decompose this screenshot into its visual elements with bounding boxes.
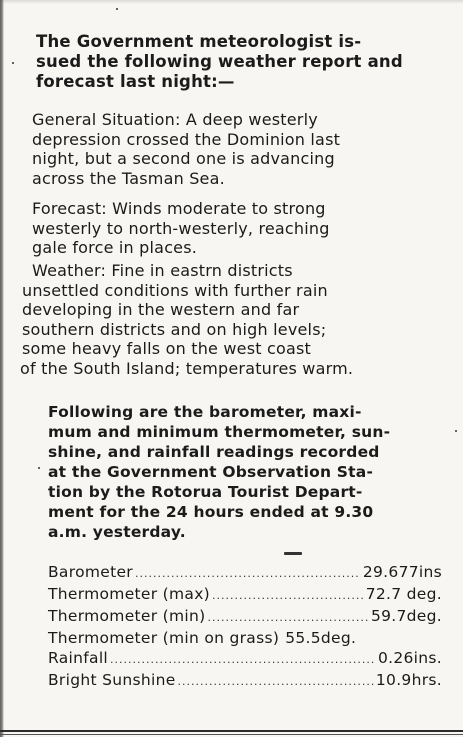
reading-row-rainfall [48,648,442,670]
headline-line: forecast last night:— [36,72,235,91]
text-line: unsettled conditions with further rain [22,280,328,300]
text-line: some heavy falls on the west coast [22,339,311,358]
paper-top-edge [0,0,463,4]
text-line: of the South Island; temperatures warm. [20,358,354,378]
bottom-rule-thin [0,734,463,735]
reading-value: 55.5deg. [285,629,357,647]
leader-dots [110,650,376,670]
reading-value: 59.7deg. [370,607,442,625]
text-line: gale force in places. [32,238,198,257]
text-line: a.m. yesterday. [48,523,186,541]
reading-value: 72.7 deg. [365,585,442,603]
weather-paragraph [20,261,446,378]
leader-dots [135,564,361,584]
readings-table [48,562,442,692]
reading-label: Thermometer (min on grass) [48,629,280,647]
reading-label: Thermometer (max) [48,585,211,603]
reading-row-thermometer-max [48,584,442,606]
text-line: shine, and rainfall readings recorded [48,443,380,461]
paper-left-edge [0,0,4,737]
headline-line: The Government meteorologist is- [36,32,362,51]
text-line: westerly to north-westerly, reaching [32,218,330,238]
reading-value: 0.26ins. [377,649,442,667]
print-speck [116,8,118,10]
text-line: mum and minimum thermometer, sun- [48,423,391,441]
headline-line: sued the following weather report and [36,52,403,71]
reading-label: Barometer [48,563,133,581]
reading-label: Rainfall [48,649,109,667]
reading-label: Bright Sunshine [48,671,176,689]
text-line: southern districts and on high levels; [22,319,327,339]
reading-row-thermometer-grass [48,628,442,648]
reading-value: 29.677ins [362,563,442,581]
leader-dots [207,608,368,628]
reading-row-thermometer-min [48,606,442,628]
text-line: General Situation: A deep westerly [32,110,318,129]
text-line: depression crossed the Dominion last [32,129,341,149]
reading-row-barometer [48,562,442,584]
reading-label: Thermometer (min) [48,607,206,625]
reading-value: 10.9hrs. [375,671,442,689]
headline [36,32,436,92]
text-line: developing in the western and far [22,300,300,319]
readings-intro-paragraph [48,402,448,542]
leader-dots [178,672,374,692]
print-speck [455,430,457,432]
separator-dash [284,552,302,555]
print-speck [38,467,40,469]
text-line: tion by the Rotorua Tourist Depart- [48,483,363,501]
text-line: at the Government Observation Sta- [48,463,374,481]
leader-dots [212,586,364,606]
text-line: ment for the 24 hours ended at 9.30 [48,503,374,521]
text-line: night, but a second one is advancing [32,149,335,168]
general-situation-paragraph [32,110,446,188]
text-line: Weather: Fine in eastrn districts [32,261,293,280]
reading-row-sunshine [48,670,442,692]
text-line: Following are the barometer, maxi- [48,403,362,421]
text-line: Forecast: Winds moderate to strong [32,199,326,218]
forecast-paragraph [32,199,446,258]
print-speck [12,62,14,64]
text-line: across the Tasman Sea. [32,168,225,188]
bottom-rule [0,730,463,732]
